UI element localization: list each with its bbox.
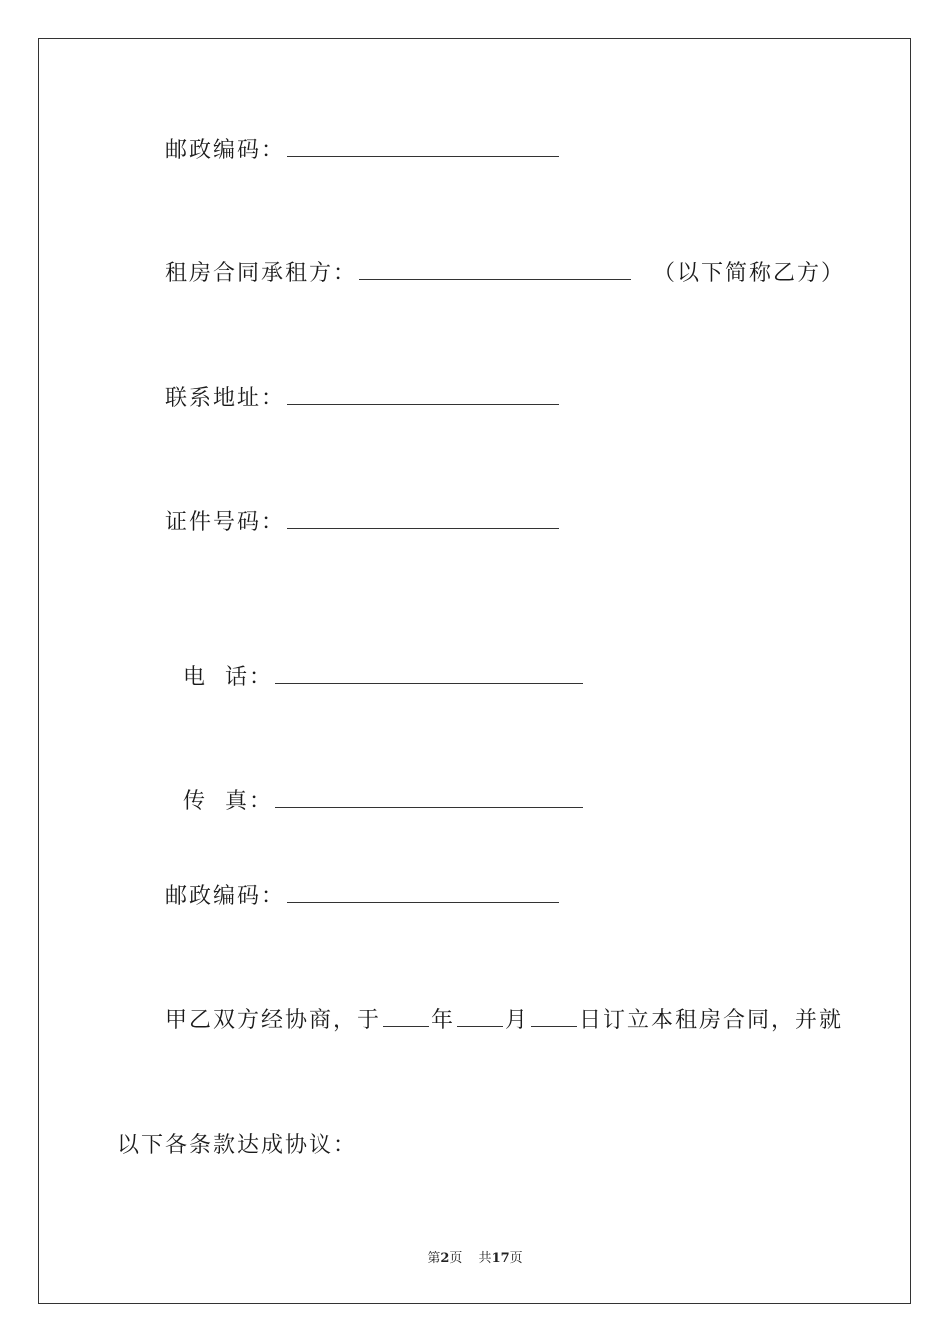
month-blank[interactable]: [457, 1006, 503, 1027]
phone-field: [165, 633, 583, 693]
year-label: 年: [431, 1008, 456, 1033]
fax-field: [165, 757, 583, 817]
total-pages: 17: [491, 1251, 510, 1266]
field-label: 邮政编码：: [165, 884, 286, 909]
field-label: 电 话：: [183, 665, 273, 690]
total-suffix: 页: [509, 1251, 523, 1266]
field-label: 邮政编码：: [165, 138, 286, 163]
field-label: 租房合同承租方：: [165, 261, 358, 286]
lessee-note: （以下简称乙方）: [653, 261, 846, 286]
year-blank[interactable]: [383, 1006, 429, 1027]
page-number: 2: [440, 1251, 450, 1266]
id-number-field: [165, 508, 559, 538]
lessee-field: [165, 259, 845, 289]
agreement-line-2: [117, 1131, 357, 1161]
field-label: 联系地址：: [165, 386, 286, 411]
fax-blank[interactable]: [275, 787, 583, 808]
postal-code-field: [165, 136, 559, 166]
page-suffix: 页: [449, 1251, 463, 1266]
page-prefix: 第: [427, 1251, 441, 1266]
page-footer: [0, 1247, 950, 1266]
month-label: 月: [505, 1008, 530, 1033]
agreement-line-1: [165, 1006, 843, 1036]
postal-code-blank-2[interactable]: [287, 882, 559, 903]
postal-code-blank[interactable]: [287, 136, 559, 157]
address-field: [165, 384, 559, 414]
field-label: 证件号码：: [165, 510, 286, 535]
agreement-continuation: 以下各条款达成协议：: [117, 1133, 358, 1158]
lessee-blank[interactable]: [359, 259, 631, 280]
agreement-rest: 日订立本租房合同，并就: [579, 1008, 844, 1033]
day-blank[interactable]: [531, 1006, 577, 1027]
total-prefix: 共: [478, 1251, 492, 1266]
agreement-intro: 甲乙双方经协商，于: [165, 1008, 382, 1033]
field-label: 传 真：: [183, 789, 273, 814]
address-blank[interactable]: [287, 384, 559, 405]
phone-blank[interactable]: [275, 663, 583, 684]
postal-code-field-2: [165, 882, 559, 912]
id-number-blank[interactable]: [287, 508, 559, 529]
